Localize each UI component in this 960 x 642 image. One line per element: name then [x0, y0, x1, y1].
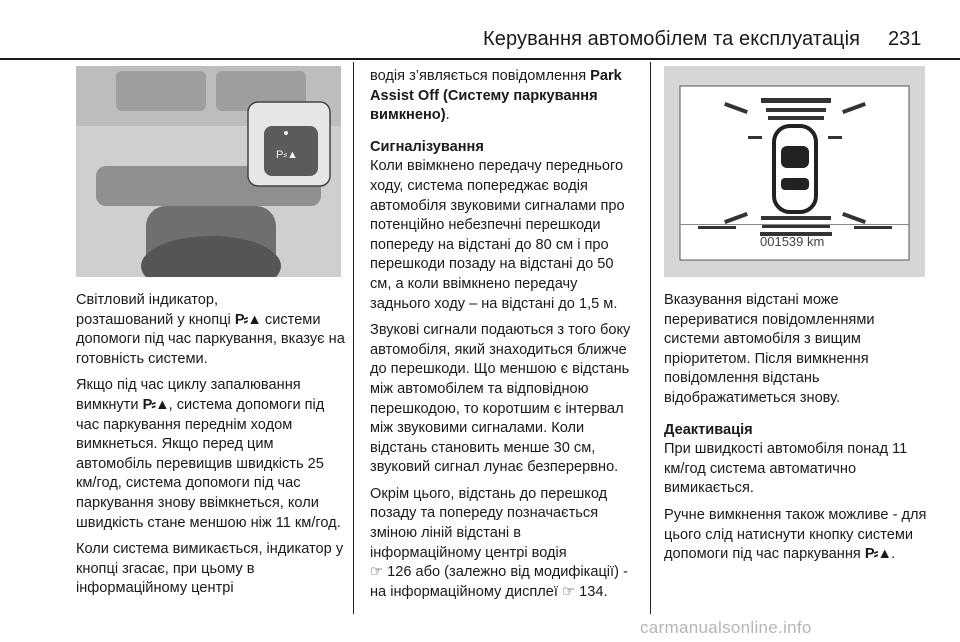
col3-p3-part-b: . — [890, 546, 895, 563]
col3-paragraph-3 — [664, 506, 930, 565]
distance-display-illustration — [664, 66, 925, 277]
col1-paragraph-3: Коли система вимикається, індикатор у кнопці згасає, при цьому в інформаційному центрі — [76, 541, 344, 597]
park-assist-off-message: Park Assist Off (Систему паркування вимкнено) — [370, 68, 622, 124]
col1-p1-part-c: системи допомоги під час паркування, вказує на готовність системи. — [76, 311, 345, 367]
header-rule — [0, 58, 960, 60]
cross-reference: ☞ 126 або (залежно від модифікації) - на інформаційному дисплеї ☞ 134. — [370, 564, 628, 600]
park-assist-icon: P⸗▲ — [142, 396, 169, 413]
page-header-title: Керування автомобілем та експлуатація — [483, 28, 861, 50]
watermark: carmanualsonline.info — [640, 618, 812, 637]
column-2 — [370, 67, 636, 609]
odometer-readout: 001539 km — [760, 234, 825, 249]
col2-paragraph-2: Коли ввімкнено передачу переднього ходу, система попереджає водія автомобіля звуковими сигналами про потенційно небезпечні перешкоди попереду на відстані до 80 см і про перешкоди позаду на відстані до 50 см, а коли ввімкнено передачу заднього ходу – на відстані до 1,5 м. — [370, 158, 625, 312]
page-number: 231 — [888, 28, 922, 50]
col2-paragraph-1 — [370, 67, 636, 126]
col3-p3-part-a: Ручне вимкнення також можливе - для цього слід натиснути кнопку системи допомоги під час паркування — [664, 506, 927, 563]
park-assist-icon: P⸗▲ — [864, 546, 891, 563]
console-button-photo — [76, 66, 341, 277]
col1-paragraph-2 — [76, 376, 348, 533]
col2-paragraph-4 — [370, 485, 636, 603]
distance-display-figure — [664, 66, 925, 277]
col1-p2-part-b: , система допомоги під час паркування переднім ходом вимкнеться. Якщо перед цим автомобіль перевищив швидкість 25 км/год, система допомоги під час паркування знову ввімкнеться, коли швидкість стане меншою ніж 11 км/год. — [76, 396, 341, 531]
section-heading-deactivation: Деактивація — [664, 421, 753, 438]
col2-paragraph-3: Звукові сигнали подаються з того боку автомобіля, який знаходиться ближче до перешкоди. Що меншою є відстань між автомобілем та відповідною перешкодою, то коротшим є інтервал між звуковими сигналами. Коли відстань становить менше 30 см, звуковий сигнал лунає безперервно. — [370, 322, 631, 476]
col1-p1-part-b: розташований у кнопці — [76, 311, 231, 328]
col1-p1-part-a: Світловий індикатор, — [76, 292, 219, 308]
col2-p1-part-a: водія з’являється повідомлення — [370, 68, 587, 84]
col3-paragraph-1: Вказування відстані може перериватися повідомленнями системи автомобіля з вищим пріоритетом. Після вимкнення повідомлення відстань відображатиметься знову. — [664, 292, 875, 406]
column-divider-1 — [353, 62, 354, 614]
column-divider-2 — [650, 62, 651, 614]
console-illustration — [76, 66, 341, 277]
col1-paragraph-1 — [76, 291, 348, 369]
col3-paragraph-2: При швидкості автомобіля понад 11 км/год система автоматично вимикається. — [664, 441, 908, 497]
column-1 — [76, 291, 348, 606]
col1-p2-part-a: Якщо під час циклу запалювання вимкнути — [76, 377, 301, 413]
col2-p4-part-a: Окрім цього, відстань до перешкод позаду та попереду позначається зміною ліній відстані в інформаційному центрі водія — [370, 485, 608, 561]
section-heading-signaling: Сигналізування — [370, 138, 484, 155]
col2-p1-part-c: . — [445, 107, 450, 124]
park-assist-icon: P⸗▲ — [234, 311, 261, 328]
svg-text:P⸗▲: P⸗▲ — [276, 149, 298, 161]
column-3 — [664, 291, 930, 572]
